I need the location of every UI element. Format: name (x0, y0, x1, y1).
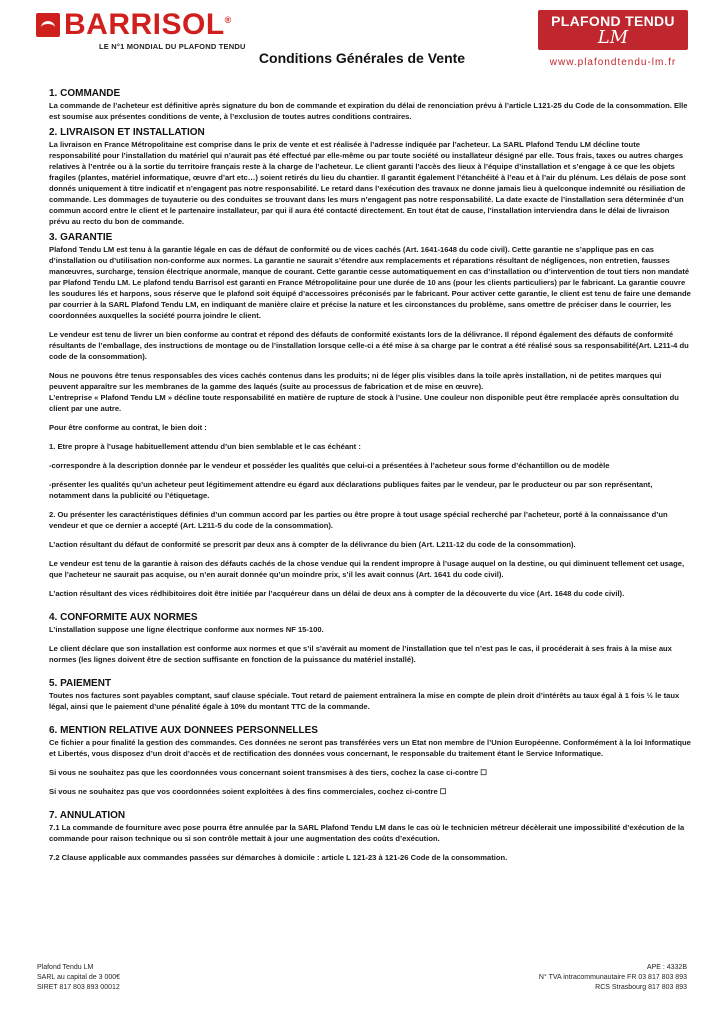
footer-ape: APE : 4332B (646, 964, 687, 971)
paragraph: L’installation suppose une ligne électrique conforme aux normes NF 15-100. (49, 625, 324, 634)
paragraph: Ce fichier a pour finalité la gestion des commandes. Ces données ne seront pas transférées vers un Etat non membre de l’Union Européenne. Conformément à la loi Informatique et Libertés, vous disposez d’un droit d’accès et de rectification des données vous concernant, le responsable du traitement étant le Service Informatique. (49, 738, 691, 758)
barrisol-tagline: LE N°1 MONDIAL DU PLAFOND TENDU (99, 42, 246, 51)
section-heading: 7. ANNULATION (49, 810, 126, 821)
section-heading: 5. PAIEMENT (49, 678, 112, 689)
footer-left (37, 963, 120, 993)
section-annulation (49, 810, 691, 863)
barrisol-logo (36, 8, 246, 51)
consent-third-party[interactable]: Si vous ne souhaitez pas que les coordonnées vous concernant soient transmises à des tiers, cochez la case ci-contre ☐ (49, 768, 488, 777)
section-livraison (49, 127, 691, 227)
section-heading: 2. LIVRAISON ET INSTALLATION (49, 127, 205, 138)
section-garantie (49, 232, 691, 599)
paragraph: -correspondre à la description donnée par le vendeur et posséder les qualités que celui-ci a présentées à l’acheteur sous forme d’échantillon ou de modèle (49, 461, 610, 470)
footer-tva: N° TVA intracommunautaire FR 03 817 803 893 (538, 974, 687, 981)
footer-company: Plafond Tendu LM (37, 964, 94, 971)
section-normes (49, 612, 691, 665)
paragraph: Plafond Tendu LM est tenu à la garantie légale en cas de défaut de conformité ou de vices cachés (Art. 1641-1648 du code civil). Cette garantie ne s’applique pas en cas d’installation ou d’utilisation non-conforme aux normes. La garantie ne saurait s’étendre aux remplacements et réparations résultant de négligences, non entretien, fausses manœuvres, surcharge, tension électrique anormale, manque de courant. Cette garantie cesse automatiquement en cas d’installation ou d’intervention de tout tiers non mandaté par Plafond Tendu LM. Le plafond tendu Barrisol est garanti en France Métropolitaine pour une durée de 10 ans (pour les clients particuliers) par le fabricant. La garantie couvre les soudures lés et harpons, sous réserve que le plafond soit équipé d’accessoires préconisés par le fabricant. Pour activer cette garantie, le client est tenu de faire une demande par courrier à la SARL Plafond Tendu LM, en indiquant de manière claire et précise la nature et les circonstances du problème, sans omettre de préciser dans le courrier, les coordonnées auxquelles la société pourra joindre le client. (49, 245, 691, 320)
paragraph: Toutes nos factures sont payables comptant, sauf clause spéciale. Tout retard de paiement entraînera la mise en compte de plein droit d’intérêts au taux égal à 1 fois ½ le taux légal, ainsi que le paiement d’une pénalité égale à 10% du montant TTC de la commande. (49, 691, 680, 711)
section-paiement (49, 678, 691, 712)
paragraph: -présenter les qualités qu’un acheteur peut légitimement attendre eu égard aux déclarations publiques faites par le vendeur, par le producteur ou par son représentant, notamment dans la publicité ou l’étiquetage. (49, 480, 653, 500)
logo-lm: LM (597, 27, 629, 48)
paragraph: Pour être conforme au contrat, le bien doit : (49, 423, 207, 432)
footer-siret: SIRET 817 803 893 00012 (37, 984, 120, 991)
paragraph: La livraison en France Métropolitaine est comprise dans le prix de vente et est réalisée à l’adresse indiquée par l’acheteur. La SARL Plafond Tendu LM décline toute responsabilité pour l’installation du matériel qui n’aurait pas été effectué par elle-même ou par toute société ou installateur désigné par elle. Tous frais, taxes ou autres charges relatives à l’entrée ou à la sortie du territoire français reste à la charge de l’acheteur. Le client garanti l’accès des lieux à l’équipe d’installation et s’engage à ce que les objets fragiles (plantes, matériel informatique, œuvre d’art etc…) soient retirés du lieu du chantier. Il garantit également l’étanchéité à l’eau et à l’air du plénum. Les délais de pose sont donnés uniquement à titre indicatif et n’engagent pas notre responsabilité. Le retard dans l’exécution des travaux ne donne jamais lieu à quelconque indemnité ou résiliation de commande. Les dommages de tuyauterie ou des conduites se trouvant dans les murs n’engagent pas notre responsabilité. La date exacte de l’installation sera déterminée d’un commun accord entre le client et le partenaire installateur, par qui il aura été contacté directement. En tout état de cause, l’installation interviendra dans le délai de livraison prévu au recto du bon de commande. (49, 140, 686, 226)
paragraph: Nous ne pouvons être tenus responsables des vices cachés contenus dans les produits; ni de léger plis visibles dans la toile après installation, ni de petites marques qui peuvent apparaître sur les membranes de la gamme des laqués (suite au processus de fabrication et de mise en œuvre). (49, 371, 662, 391)
paragraph: Le vendeur est tenu de la garantie à raison des défauts cachés de la chose vendue qui la rendent impropre à l’usage auquel on la destine, ou qui diminuent tellement cet usage, que l’acheteur ne saurait pas acquise, ou n’en aurait donnée qu’un moindre prix, s’il les avait connus (Art. 1641 du code civil). (49, 559, 685, 579)
paragraph: La commande de l’acheteur est définitive après signature du bon de commande et expiration du délai de renonciation prévu à l’article L121-25 du Code de la consommation. Elle est soumise aux présentes conditions de vente, à l’exclusion de toutes autres conditions contraires. (49, 101, 688, 121)
paragraph: 7.1 La commande de fourniture avec pose pourra être annulée par la SARL Plafond Tendu LM dans le cas où le technicien métreur décèlerait une impossibilité d’exécution de la commande pour raison technique ou si son contrôle mettait à jour une augmentation des coûts d’exécution. (49, 823, 685, 843)
barrisol-brand: BARRISOL® (64, 8, 232, 41)
barrisol-mark-icon (36, 13, 60, 37)
plafond-tendu-lm-logo (538, 10, 688, 76)
section-donnees (49, 725, 691, 797)
section-heading: 1. COMMANDE (49, 88, 121, 99)
paragraph: 2. Ou présenter les caractéristiques définies d’un commun accord par les parties ou être propre à tout usage spécial recherché par l’acheteur, porté à la connaissance d’un vendeur et que ce dernier a accepté (Art. L211-5 du code de la consommation). (49, 510, 668, 530)
paragraph: 7.2 Clause applicable aux commandes passées sur démarches à domicile : article L 121-23 à 121-26 Code de la consommation. (49, 853, 508, 862)
footer-capital: SARL au capital de 3 000€ (37, 974, 121, 981)
paragraph: L’action résultant du défaut de conformité se prescrit par deux ans à compter de la délivrance du bien (Art. L211-12 du code de la consommation). (49, 540, 576, 549)
paragraph: Le vendeur est tenu de livrer un bien conforme au contrat et répond des défauts de conformité existants lors de la délivrance. Il répond également des défauts de conformité résultants de l’emballage, des instructions de montage ou de l’installation lorsque celle-ci a été mise à sa charge par le contrat a été réalisé sous sa responsabilité(Art. L211-4 du code de la consommation). (49, 330, 689, 361)
document-header (0, 0, 724, 80)
section-heading: 4. CONFORMITE AUX NORMES (49, 612, 198, 623)
logo-title: PLAFOND TENDU (551, 13, 675, 29)
footer-right (539, 963, 687, 993)
logo-url: www.plafondtendu-lm.fr (549, 57, 677, 68)
footer-rcs: RCS Strasbourg 817 803 893 (595, 984, 687, 991)
document-body (49, 88, 691, 868)
paragraph: Le client déclare que son installation est conforme aux normes et que s’il s’avérait au moment de l’installation que tel n’est pas le cas, il procéderait à ses frais à la mise aux normes (les lignes doivent être de section suffisante en fonction de la puissance du matériel installé). (49, 644, 672, 664)
section-heading: 6. MENTION RELATIVE AUX DONNEES PERSONNELLES (49, 725, 318, 736)
page-title: Conditions Générales de Vente (258, 50, 466, 66)
section-heading: 3. GARANTIE (49, 232, 113, 243)
consent-commercial[interactable]: Si vous ne souhaitez pas que vos coordonnées soient exploitées à des fins commerciales, cochez ci-contre ☐ (49, 787, 447, 796)
paragraph: 1. Etre propre à l’usage habituellement attendu d’un bien semblable et le cas échéant : (49, 442, 361, 451)
paragraph: L’action résultant des vices rédhibitoires doit être initiée par l’acquéreur dans un délai de deux ans à compter de la découverte du vice (Art. 1648 du code civil). (49, 589, 625, 598)
section-commande (49, 88, 691, 122)
paragraph: L’entreprise « Plafond Tendu LM » décline toute responsabilité en matière de rupture de stock à l’usine. Une couleur non disponible peut être remplacée après consultation du client par une autre. (49, 393, 679, 413)
